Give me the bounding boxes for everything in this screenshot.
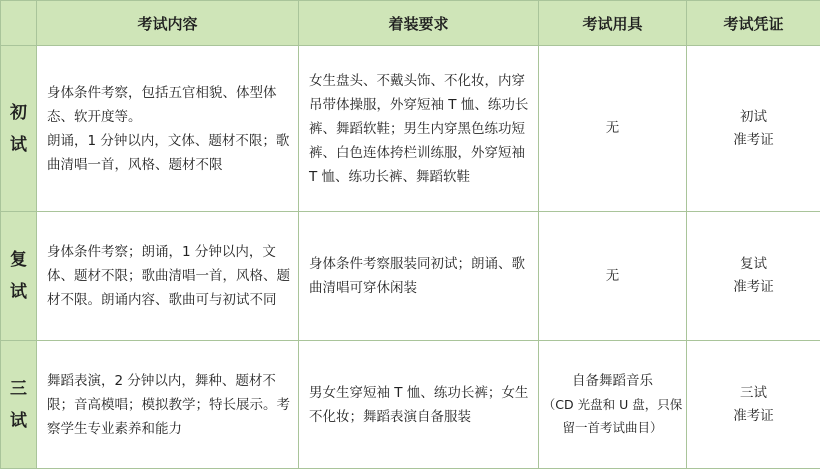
header-tools: 考试用具	[539, 1, 687, 46]
credential-doc: 准考证	[687, 129, 820, 152]
credential-doc: 准考证	[687, 276, 820, 299]
content-cell	[37, 46, 299, 212]
attire-cell	[299, 341, 539, 469]
content-cell	[37, 341, 299, 469]
content-line: 身体条件考察；朗诵，1 分钟以内，文体、题材不限；歌曲清唱一首，风格、题材不限。朗诵内容、歌曲可与初试不同	[47, 240, 290, 312]
content-line: 舞蹈表演，2 分钟以内，舞种、题材不限；音高模唱；模拟教学；特长展示。考察学生专业素养和能力	[47, 369, 290, 441]
tools-cell	[539, 46, 687, 212]
header-row	[1, 1, 820, 46]
credential-doc: 准考证	[687, 405, 820, 428]
credential-cell	[687, 212, 820, 341]
table-row-second-round	[1, 212, 820, 341]
tools-text: 自备舞蹈音乐	[539, 370, 686, 393]
stage-label: 三试	[10, 373, 28, 437]
content-cell	[37, 212, 299, 341]
attire-text: 男女生穿短袖 T 恤、练功长裤；女生不化妆；舞蹈表演自备服装	[309, 381, 530, 429]
tools-text: 无	[539, 117, 686, 140]
stage-cell	[1, 46, 37, 212]
credential-cell	[687, 341, 820, 469]
stage-label: 初试	[10, 97, 28, 161]
stage-cell	[1, 212, 37, 341]
content-line: 朗诵，1 分钟以内，文体、题材不限；歌曲清唱一首，风格、题材不限	[47, 129, 290, 177]
tools-note: （CD 光盘和 U 盘，只保留一首考试曲目）	[539, 393, 686, 439]
header-content: 考试内容	[37, 1, 299, 46]
attire-cell	[299, 46, 539, 212]
attire-cell	[299, 212, 539, 341]
credential-round: 复试	[687, 253, 820, 276]
stage-label: 复试	[10, 244, 28, 308]
content-line: 身体条件考察，包括五官相貌、体型体态、软开度等。	[47, 81, 290, 129]
tools-text: 无	[539, 265, 686, 288]
header-stage	[1, 1, 37, 46]
attire-text: 身体条件考察服装同初试；朗诵、歌曲清唱可穿休闲装	[309, 252, 530, 300]
header-credential: 考试凭证	[687, 1, 820, 46]
table-row-third-round	[1, 341, 820, 469]
credential-cell	[687, 46, 820, 212]
stage-cell	[1, 341, 37, 469]
tools-cell	[539, 341, 687, 469]
credential-round: 三试	[687, 382, 820, 405]
attire-text: 女生盘头、不戴头饰、不化妆，内穿吊带体操服，外穿短袖 T 恤、练功长裤、舞蹈软鞋；男生内穿黑色练功短裤、白色连体挎栏训练服，外穿短袖 T 恤、练功长裤、舞蹈软鞋	[309, 69, 530, 189]
table-row-first-round	[1, 46, 820, 212]
header-attire: 着装要求	[299, 1, 539, 46]
credential-round: 初试	[687, 106, 820, 129]
tools-cell	[539, 212, 687, 341]
